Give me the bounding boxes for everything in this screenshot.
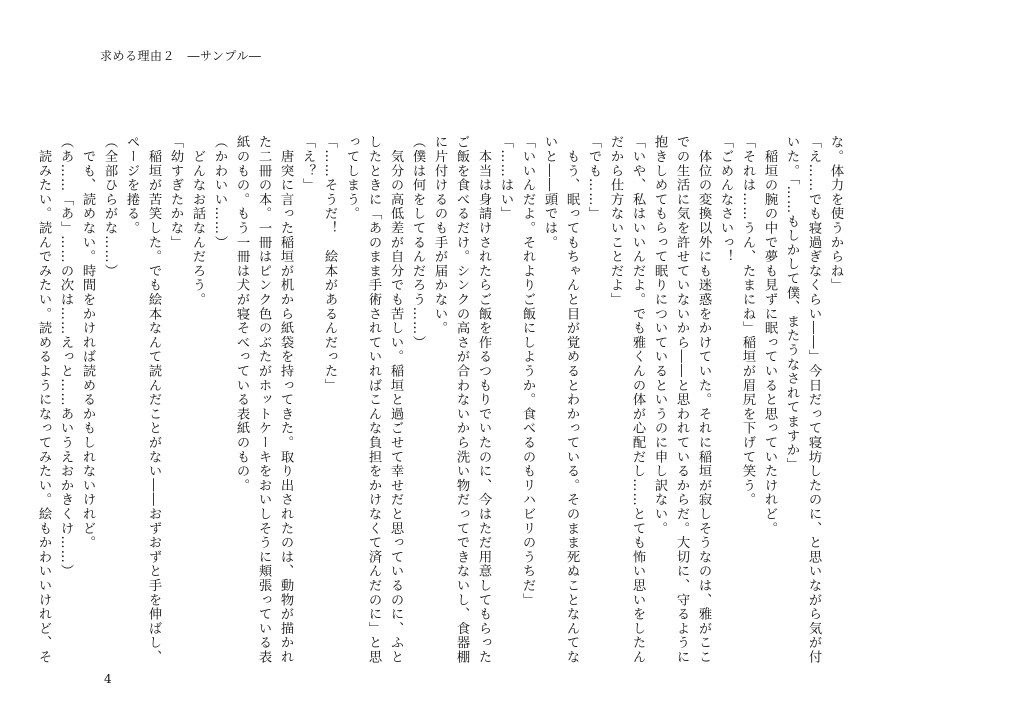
text-line: いた。「……もしかして僕、またうなされてますか」 [784,135,799,472]
text-line: 気分の高低差が自分でも苦しい。稲垣と過ごせて幸せだと思っているのに、ふと [388,135,403,665]
text-line: （僕は何をしてるんだろう……） [410,135,425,350]
text-line: 「幼すぎたかな」 [168,135,183,250]
text-line: ページを捲る。 [124,135,139,236]
text-line: でも、読めない。時間をかければ読めるかもしれないけれど。 [80,135,95,550]
text-line: での生活に気を許せていないから――と思われているからだ。大切に、守るように [674,135,689,665]
text-line: 抱きしめてもらって眠りについているというのに申し訳ない。 [652,135,667,536]
page-number: 4 [104,672,112,686]
text-line: な。体力を使うからね」 [828,135,843,293]
text-line: ってしまう。 [344,135,359,221]
text-line: た二冊の本。一冊はピンク色のぶたがホットケーキをおいしそうに頬張っている表 [256,135,271,665]
text-line: 「え……でも寝過ぎなくらい――」今日だって寝坊したのに、と思いながら気が付 [806,135,821,665]
text-line: 「え？」 [300,135,315,193]
text-line: 本当は身請けされたらご飯を作るつもりでいたのに、今はただ用意してもらった [476,135,491,665]
text-line: 「……そうだ！ 絵本があるんだった」 [322,135,337,393]
text-line: （かわいい……） [212,135,227,250]
text-line: だから仕方ないことだよ」 [608,135,623,307]
text-line: 「それは……うん、たまにね」稲垣が眉尻を下げて笑う。 [740,135,755,507]
text-line: に片付けるのも手が届かない。 [432,135,447,336]
vertical-body-text [36,135,846,665]
text-line: 「いいんだよ。それよりご飯にしようか。食べるのもリハビリのうちだ」 [520,135,535,607]
text-line: （あ……「あ」……の次は……えっと……あいうえおかきくけ……） [58,135,73,579]
text-line: 「いや、私はいいんだよ。でも雅くんの体が心配だし……とても怖い思いをしたん [630,135,645,665]
text-line: ご飯を食べるだけ。シンクの高さが合わないから洗い物だってできないし、食器棚 [454,135,469,665]
text-line: 体位の変換以外にも迷惑をかけていた。それに稲垣が寂しそうなのは、雅がここ [696,135,711,665]
text-line: 紙のもの。もう一冊は犬が寝そべっている表紙のもの。 [234,135,249,493]
text-line: もう、眠ってもちゃんと目が覚めるとわかっている。そのまま死ぬことなんてな [564,135,579,665]
text-line: したときに「あのまま手術されていればこんな負担をかけなくて済んだのに」と思 [366,135,381,665]
text-line: 「……はい」 [498,135,513,221]
text-line: どんなお話なんだろう。 [190,135,205,307]
text-line: 読みたい。読んでみたい。読めるようになってみたい。絵もかわいいけれど、そ [36,135,51,665]
text-line: 稲垣が苦笑した。でも絵本なんて読んだことがない――おずおずと手を伸ばし、 [146,135,161,665]
text-line: いと――頭では。 [542,135,557,250]
page-header: 求める理由２ ―サンプル― [100,49,262,63]
text-line: 「ごめんなさいっ！ [718,135,733,264]
text-line: 稲垣の腕の中で夢も見ずに眠っていると思っていたけれど。 [762,135,777,536]
text-line: （全部ひらがな……） [102,135,117,278]
text-line: 唐突に言った稲垣が机から紙袋を持ってきた。取り出されたのは、動物が描かれ [278,135,293,665]
text-line: 「でも……」 [586,135,601,221]
